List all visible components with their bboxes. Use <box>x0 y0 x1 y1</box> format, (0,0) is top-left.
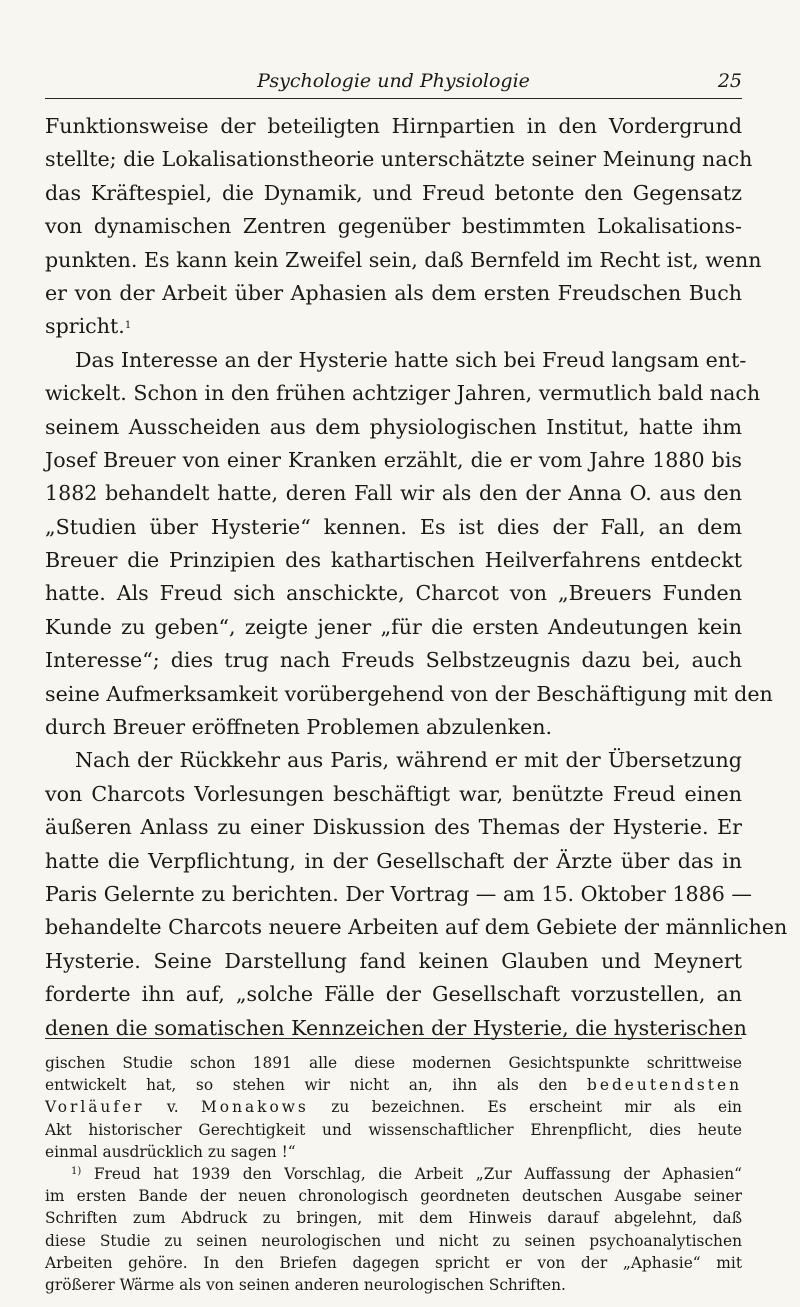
text-line: Kunde zu geben“, zeigte jener „für die ersten Andeutungen kein <box>45 614 742 639</box>
text-line: Breuer die Prinzipien des kathartischen Heilverfahrens entdeckt <box>45 548 742 573</box>
emphasized-text: Vorläufer <box>45 1098 145 1117</box>
footnote-line: im ersten Bande der neuen chronologisch geordneten deutschen Ausgabe seiner <box>45 1187 742 1206</box>
running-title: Psychologie und Physiologie <box>257 70 530 92</box>
paragraph-start: Das Interesse an der Hysterie hatte sich bei Freud langsam ent- <box>75 347 747 372</box>
text-line: von Charcots Vorlesungen beschäftigt war, benützte Freud einen <box>45 781 742 806</box>
footnote-line: größerer Wärme als von seinen anderen neurologischen Schriften. <box>45 1275 566 1294</box>
footnote-1-start <box>45 1163 742 1185</box>
page-number: 25 <box>717 70 742 92</box>
text-line: punkten. Es kann kein Zweifel sein, daß Bernfeld im Recht ist, wenn <box>45 247 762 272</box>
footnote-line <box>45 1074 742 1096</box>
text-line: stellte; die Lokalisationstheorie unterschätzte seiner Meinung nach <box>45 147 753 172</box>
emphasized-text: Monakows <box>201 1098 309 1117</box>
text-line: 1882 behandelt hatte, deren Fall wir als den der Anna O. aus den <box>45 481 742 506</box>
text-line: seine Aufmerksamkeit vorübergehend von der Beschäftigung mit den <box>45 681 773 706</box>
text-line-content: spricht. <box>45 314 125 339</box>
text-line: denen die somatischen Kennzeichen der Hysterie, die hysterischen <box>45 1015 747 1040</box>
text-line: forderte ihn auf, „solche Fälle der Gesellschaft vorzustellen, an <box>45 982 742 1007</box>
text-line: hatte die Verpflichtung, in der Gesellschaft der Ärzte über das in <box>45 848 742 873</box>
footnote-line <box>45 1096 742 1118</box>
footnote-separator <box>45 1038 742 1039</box>
text-line: er von der Arbeit über Aphasien als dem ersten Freudschen Buch <box>45 280 742 305</box>
footnote-marker: 1) <box>71 1165 82 1177</box>
text-line: behandelte Charcots neuere Arbeiten auf dem Gebiete der männlichen <box>45 915 788 940</box>
text-line: seinem Ausscheiden aus dem physiologischen Institut, hatte ihm <box>45 414 742 439</box>
text-line: wickelt. Schon in den frühen achtziger Jahren, vermutlich bald nach <box>45 381 761 406</box>
emphasized-text: bedeutendsten <box>587 1076 742 1095</box>
footnote-text: v. <box>166 1098 179 1117</box>
footnote-line: einmal ausdrücklich zu sagen !“ <box>45 1142 296 1161</box>
text-line: das Kräftespiel, die Dynamik, und Freud betonte den Gegensatz <box>45 180 742 205</box>
text-line: Hysterie. Seine Darstellung fand keinen Glauben und Meynert <box>45 948 742 973</box>
text-line <box>45 310 742 343</box>
text-line: hatte. Als Freud sich anschickte, Charcot von „Breuers Funden <box>45 581 742 606</box>
text-line: durch Breuer eröffneten Problemen abzulenken. <box>45 715 553 740</box>
footnotes <box>45 1052 742 1296</box>
paragraph-start: Nach der Rückkehr aus Paris, während er mit der Übersetzung <box>75 748 742 773</box>
footnote-text: zu bezeichnen. Es erscheint mir als ein <box>331 1098 742 1117</box>
footnote-line: gischen Studie schon 1891 alle diese modernen Gesichtspunkte schrittweise <box>45 1054 742 1072</box>
text-line: Josef Breuer von einer Kranken erzählt, die er vom Jahre 1880 bis <box>45 447 742 472</box>
page-header <box>45 68 742 99</box>
text-line: Funktionsweise der beteiligten Hirnpartien in den Vordergrund <box>45 114 742 138</box>
text-line: Paris Gelernte zu berichten. Der Vortrag — am 15. Oktober 1886 — <box>45 881 752 906</box>
footnote-line: Akt historischer Gerechtigkeit und wissenschaftlicher Ehrenpflicht, dies heute <box>45 1120 742 1139</box>
footnote-line: Schriften zum Abdruck zu bringen, mit dem Hinweis darauf abgelehnt, daß <box>45 1209 742 1228</box>
footnote-text: entwickelt hat, so stehen wir nicht an, ihn als den <box>45 1076 568 1095</box>
footnote-text: Freud hat 1939 den Vorschlag, die Arbeit „Zur Auffassung der Aphasien“ <box>93 1164 742 1183</box>
footnote-reference: 1 <box>124 320 132 332</box>
text-line: Interesse“; dies trug nach Freuds Selbstzeugnis dazu bei, auch <box>45 648 742 673</box>
text-line: von dynamischen Zentren gegenüber bestimmten Lokalisations- <box>45 214 742 239</box>
footnote-line: Arbeiten gehöre. In den Briefen dagegen spricht er von der „Aphasie“ mit <box>45 1253 742 1272</box>
main-text <box>45 110 788 1045</box>
text-line: äußeren Anlass zu einer Diskussion des Themas der Hysterie. Er <box>45 815 742 840</box>
footnote-line: diese Studie zu seinen neurologischen und nicht zu seinen psychoanalytischen <box>45 1231 742 1250</box>
text-line: „Studien über Hysterie“ kennen. Es ist dies der Fall, an dem <box>45 514 742 539</box>
